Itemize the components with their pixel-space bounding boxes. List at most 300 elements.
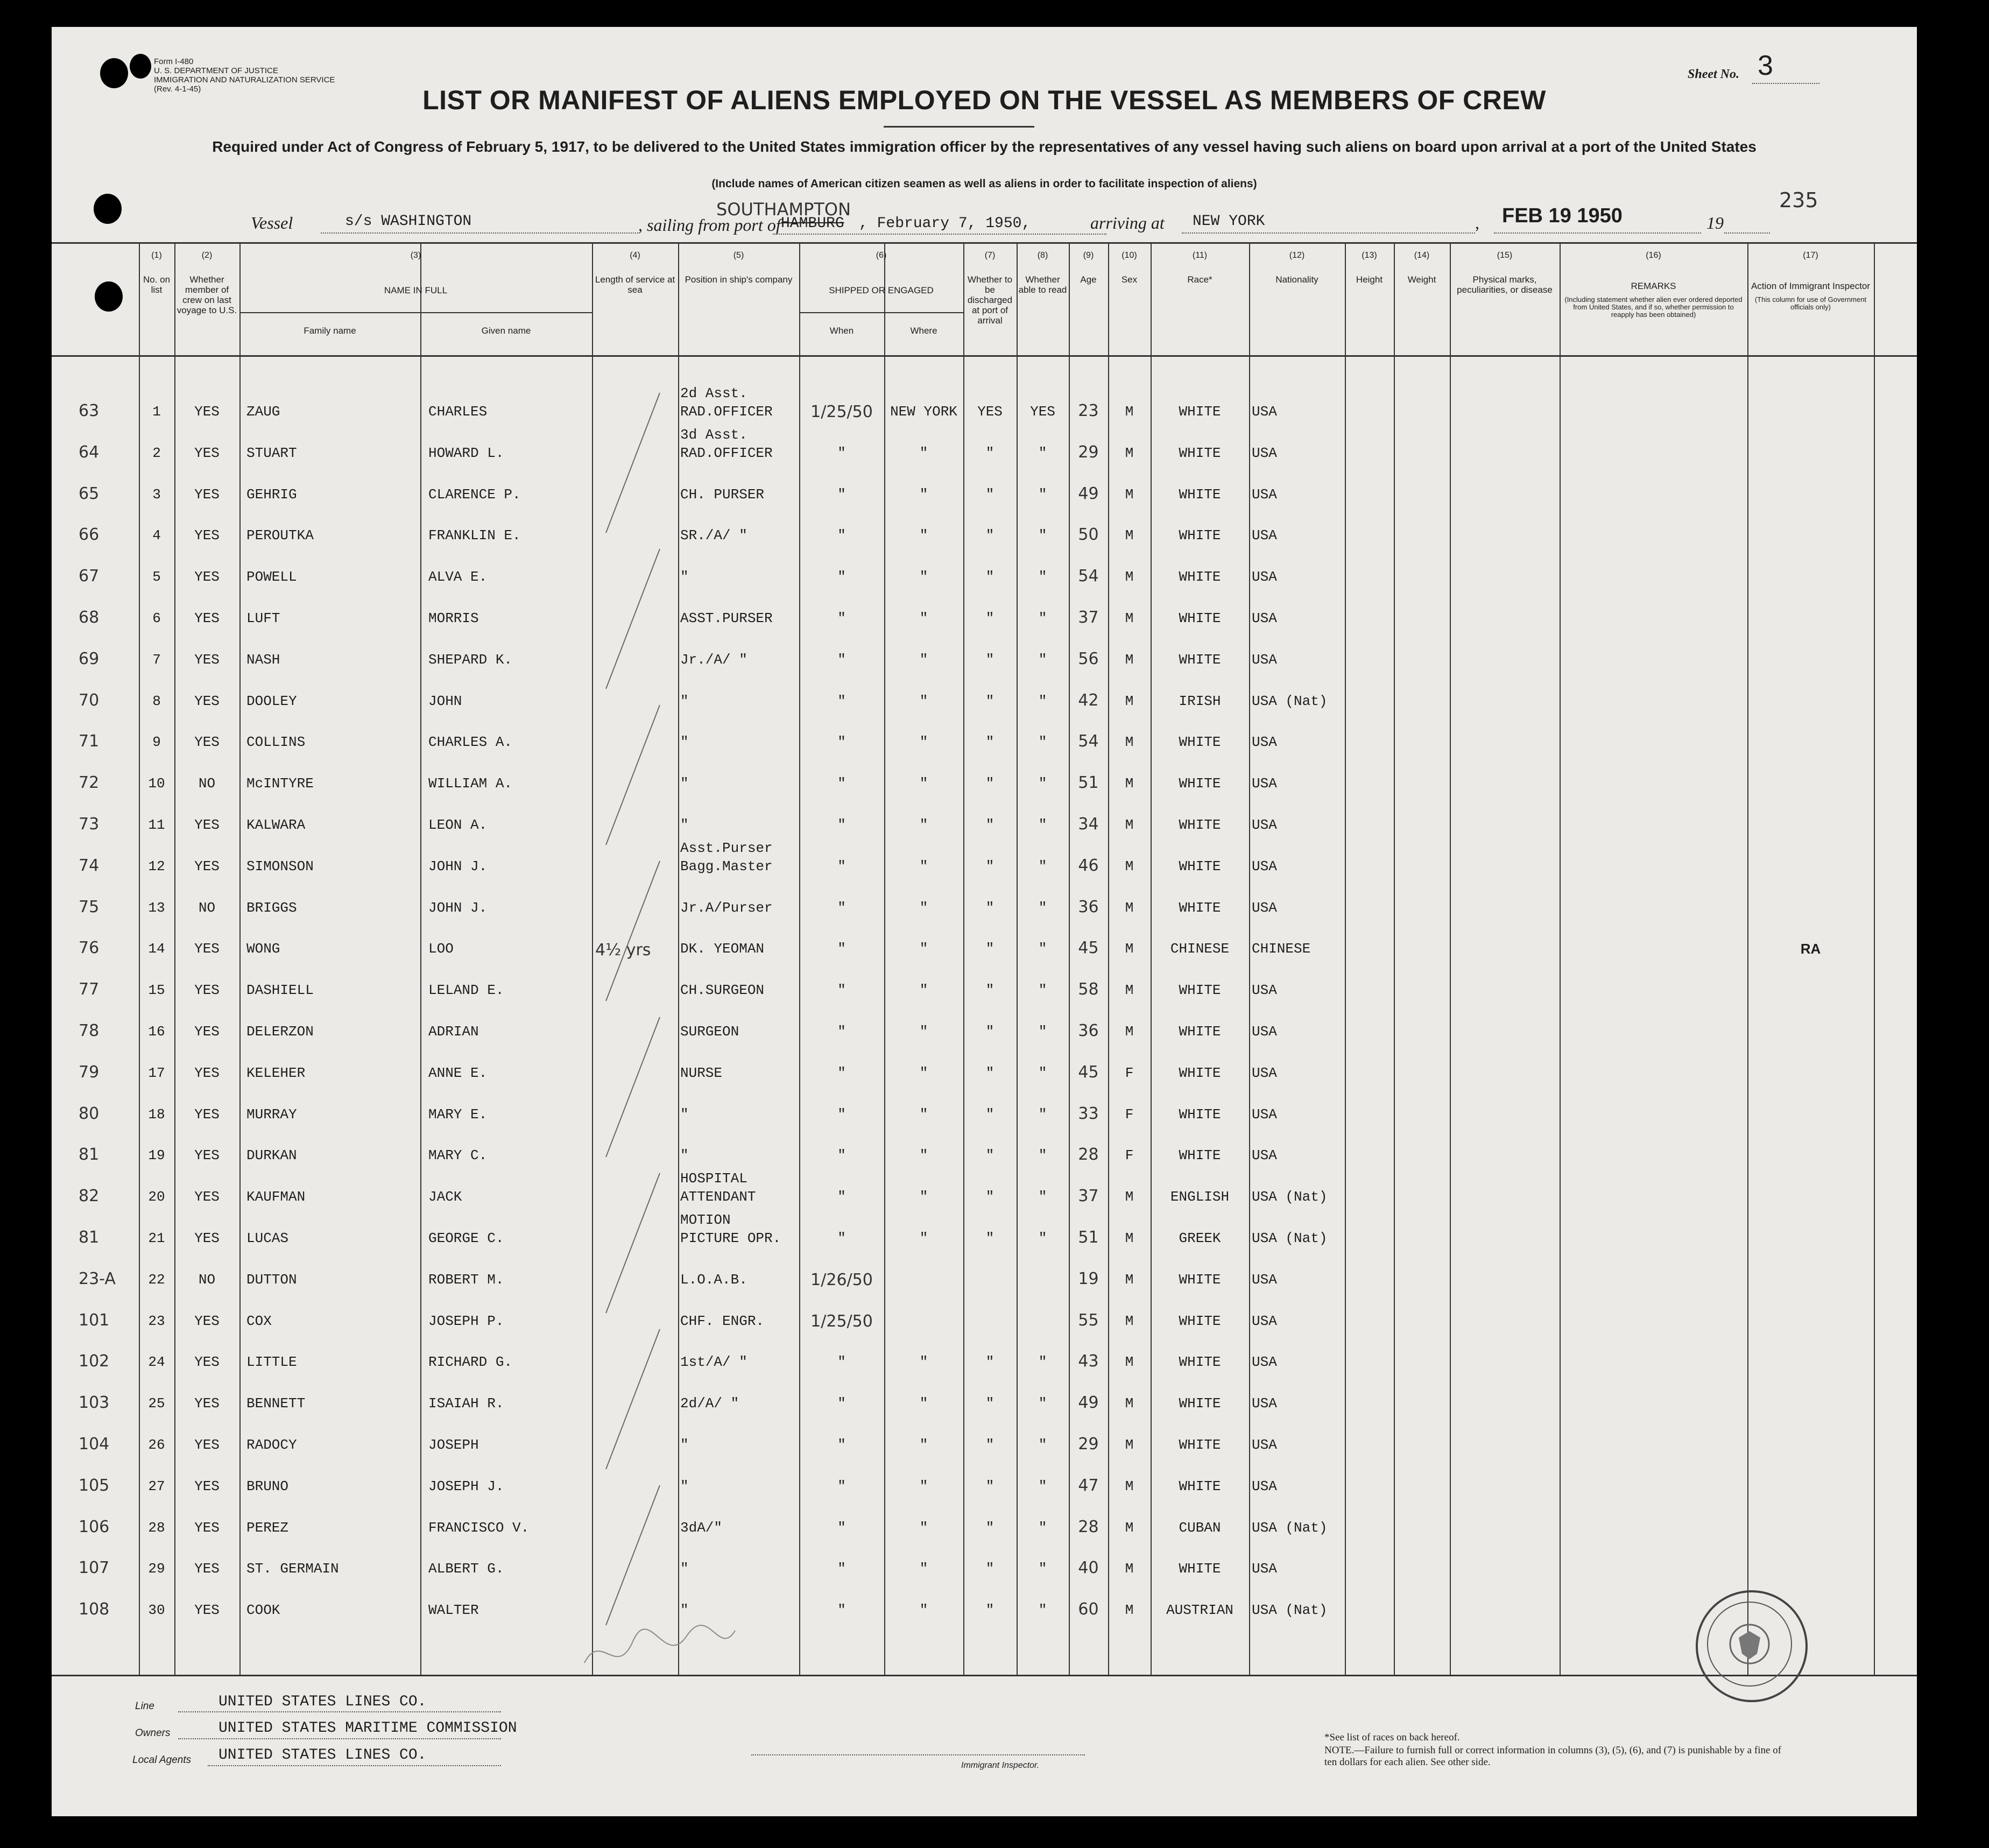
column-number: (5) xyxy=(733,251,744,260)
vessel-name: s/s WASHINGTON xyxy=(345,213,472,230)
line-number: 104 xyxy=(79,1435,110,1454)
given-name: LELAND E. xyxy=(428,982,504,999)
discharged-at-port: " xyxy=(985,1189,994,1205)
owners-value: UNITED STATES MARITIME COMMISSION xyxy=(218,1720,517,1737)
able-to-read: " xyxy=(1038,1437,1047,1453)
line-number: 79 xyxy=(79,1062,100,1082)
position: 3dA/" xyxy=(680,1519,723,1536)
arrival-date-stamp: FEB 19 1950 xyxy=(1502,204,1623,227)
race: WHITE xyxy=(1179,445,1221,461)
discharged-at-port: " xyxy=(985,899,994,916)
age: 58 xyxy=(1078,980,1099,999)
list-number: 26 xyxy=(148,1437,165,1453)
position: Jr./A/ " xyxy=(680,651,747,668)
able-to-read: " xyxy=(1038,1024,1047,1040)
family-name: ST. GERMAIN xyxy=(246,1561,339,1577)
age: 36 xyxy=(1078,897,1099,916)
shipped-where: " xyxy=(919,1602,928,1619)
shipped-where: " xyxy=(919,486,928,503)
able-to-read: " xyxy=(1038,1395,1047,1412)
race: GREEK xyxy=(1179,1230,1221,1246)
family-name: COOK xyxy=(246,1602,280,1619)
crew-last-voyage: YES xyxy=(194,651,220,668)
length-of-service: 4½ yrs xyxy=(595,941,651,960)
discharged-at-port: " xyxy=(985,1354,994,1371)
able-to-read: " xyxy=(1038,775,1047,792)
sex: M xyxy=(1125,941,1134,957)
vessel-label: Vessel xyxy=(251,213,293,232)
column-header: Whether to be discharged at port of arrival xyxy=(967,274,1013,326)
nationality: USA xyxy=(1252,817,1277,833)
age: 23 xyxy=(1078,401,1099,420)
crew-last-voyage: YES xyxy=(194,858,220,874)
sheet-label: Sheet No. xyxy=(1688,67,1739,81)
given-name: JOSEPH xyxy=(428,1437,479,1453)
given-name: RICHARD G. xyxy=(428,1354,513,1371)
position-line-2: Bagg.Master xyxy=(680,858,773,874)
column-number: (13) xyxy=(1362,251,1377,260)
age: 45 xyxy=(1078,939,1099,958)
age: 47 xyxy=(1078,1476,1099,1495)
punch-hole xyxy=(95,281,123,312)
family-name: MURRAY xyxy=(246,1106,297,1123)
given-name: HOWARD L. xyxy=(428,445,504,461)
crew-last-voyage: YES xyxy=(194,1313,220,1329)
owners-label: Owners xyxy=(135,1727,171,1739)
list-number: 4 xyxy=(152,527,161,544)
list-number: 10 xyxy=(148,775,165,792)
able-to-read: " xyxy=(1038,1519,1047,1536)
family-name: DELERZON xyxy=(246,1024,314,1040)
position: NURSE xyxy=(680,1064,723,1081)
race: WHITE xyxy=(1179,1271,1221,1288)
line-rule xyxy=(178,1711,501,1712)
given-name: JOSEPH J. xyxy=(428,1478,504,1494)
punch-hole xyxy=(100,58,128,88)
position-line-2: RAD.OFFICER xyxy=(680,404,773,420)
age: 19 xyxy=(1078,1269,1099,1288)
crew-last-voyage: NO xyxy=(198,775,216,792)
shipped-when: " xyxy=(837,527,846,544)
sex: F xyxy=(1125,1106,1134,1123)
able-to-read: " xyxy=(1038,1354,1047,1371)
column-subheader: Where xyxy=(910,326,937,336)
family-name: COX xyxy=(246,1313,272,1329)
shipped-where: " xyxy=(919,1437,928,1453)
race: ENGLISH xyxy=(1170,1189,1230,1205)
family-name: LITTLE xyxy=(246,1354,297,1371)
sex: M xyxy=(1125,610,1134,626)
family-name: DOOLEY xyxy=(246,693,297,709)
crew-last-voyage: YES xyxy=(194,1519,220,1536)
shipped-when: " xyxy=(837,1106,846,1123)
nationality: USA xyxy=(1252,1354,1277,1371)
shipped-when: 1/25/50 xyxy=(810,1311,873,1331)
family-name: RADOCY xyxy=(246,1437,297,1453)
family-name: McINTYRE xyxy=(246,775,314,792)
nationality: USA xyxy=(1252,569,1277,586)
family-name: NASH xyxy=(246,651,280,668)
shipped-where: " xyxy=(919,817,928,833)
nationality: USA xyxy=(1252,610,1277,626)
sex: M xyxy=(1125,486,1134,503)
race: WHITE xyxy=(1179,1064,1221,1081)
age: 34 xyxy=(1078,815,1099,834)
family-name: LUCAS xyxy=(246,1230,289,1246)
name-sub-rule xyxy=(239,312,592,313)
age: 29 xyxy=(1078,442,1099,462)
given-name: GEORGE C. xyxy=(428,1230,504,1246)
column-rule xyxy=(239,242,241,1676)
sex: M xyxy=(1125,1519,1134,1536)
given-name: WALTER xyxy=(428,1602,479,1619)
shipped-when: " xyxy=(837,445,846,461)
sex: M xyxy=(1125,1478,1134,1494)
shipped-when: " xyxy=(837,899,846,916)
sex: M xyxy=(1125,404,1134,420)
nationality: USA (Nat) xyxy=(1252,1230,1328,1246)
family-name: BENNETT xyxy=(246,1395,306,1412)
given-name: ROBERT M. xyxy=(428,1271,504,1288)
penalty-note: NOTE.—Failure to furnish full or correct information in columns (3), (5), (6), and (7) is punishable by a fine of ten dollars for each alien. See other side. xyxy=(1324,1745,1781,1768)
nationality: USA xyxy=(1252,1478,1277,1494)
given-name: MARY E. xyxy=(428,1106,488,1123)
age: 46 xyxy=(1078,856,1099,875)
list-number: 20 xyxy=(148,1189,165,1205)
list-number: 9 xyxy=(152,734,161,751)
shipped-where: " xyxy=(919,1561,928,1577)
able-to-read: " xyxy=(1038,486,1047,503)
shipped-where: " xyxy=(919,651,928,668)
sex: M xyxy=(1125,1313,1134,1329)
discharged-at-port: " xyxy=(985,1561,994,1577)
sex: F xyxy=(1125,1064,1134,1081)
port-struck: HAMBURG xyxy=(781,215,844,232)
sex: M xyxy=(1125,982,1134,999)
vessel-line xyxy=(321,232,638,234)
sex: M xyxy=(1125,734,1134,751)
handwritten-initials xyxy=(579,1620,740,1684)
column-rule xyxy=(1560,242,1561,1676)
position: 2d/A/ " xyxy=(680,1395,739,1412)
line-number: 77 xyxy=(79,980,100,999)
position: CH.SURGEON xyxy=(680,982,765,999)
line-number: 106 xyxy=(79,1517,110,1536)
able-to-read: " xyxy=(1038,1230,1047,1246)
line-value: UNITED STATES LINES CO. xyxy=(218,1694,427,1710)
given-name: JACK xyxy=(428,1189,462,1205)
line-number: 73 xyxy=(79,815,100,834)
agents-label: Local Agents xyxy=(132,1754,192,1766)
family-name: COLLINS xyxy=(246,734,306,751)
shipped-sub-rule xyxy=(799,312,963,313)
sex: M xyxy=(1125,651,1134,668)
column-rule xyxy=(592,242,593,1676)
shipped-when: " xyxy=(837,569,846,586)
sex: M xyxy=(1125,899,1134,916)
crew-last-voyage: YES xyxy=(194,527,220,544)
family-name: DURKAN xyxy=(246,1147,297,1164)
shipped-where: " xyxy=(919,1064,928,1081)
list-number: 25 xyxy=(148,1395,165,1412)
given-name: SHEPARD K. xyxy=(428,651,513,668)
able-to-read: " xyxy=(1038,817,1047,833)
position: CH. PURSER xyxy=(680,486,765,503)
race: WHITE xyxy=(1179,404,1221,420)
given-name: ISAIAH R. xyxy=(428,1395,504,1412)
discharged-at-port: " xyxy=(985,1437,994,1453)
age: 28 xyxy=(1078,1145,1099,1165)
subtitle-note: (Include names of American citizen seamen as well as aliens in order to facilitate inspection of aliens) xyxy=(711,178,1257,190)
position: " xyxy=(680,734,689,751)
age: 28 xyxy=(1078,1517,1099,1536)
family-name: PEROUTKA xyxy=(246,527,314,544)
discharged-at-port: " xyxy=(985,527,994,544)
column-rule xyxy=(1394,242,1395,1676)
race-note: *See list of races on back hereof. xyxy=(1324,1732,1460,1743)
race: WHITE xyxy=(1179,1147,1221,1164)
sex: M xyxy=(1125,1271,1134,1288)
family-name: GEHRIG xyxy=(246,486,297,503)
age: 37 xyxy=(1078,608,1099,627)
position: " xyxy=(680,1478,689,1494)
shipped-when: " xyxy=(837,1602,846,1619)
column-header: Height xyxy=(1356,274,1383,285)
given-name: MARY C. xyxy=(428,1147,488,1164)
shipped-where: " xyxy=(919,1189,928,1205)
discharged-at-port: YES xyxy=(977,404,1003,420)
able-to-read: " xyxy=(1038,734,1047,751)
discharged-at-port: " xyxy=(985,1230,994,1246)
nationality: USA (Nat) xyxy=(1252,1519,1328,1536)
nationality: USA (Nat) xyxy=(1252,1602,1328,1619)
line-number: 69 xyxy=(79,649,100,668)
crew-last-voyage: YES xyxy=(194,1561,220,1577)
column-number: (7) xyxy=(984,251,996,260)
sex: M xyxy=(1125,1024,1134,1040)
list-number: 8 xyxy=(152,693,161,709)
age: 55 xyxy=(1078,1310,1099,1330)
agents-rule xyxy=(208,1765,501,1766)
nationality: USA xyxy=(1252,1064,1277,1081)
age: 45 xyxy=(1078,1062,1099,1082)
line-number: 65 xyxy=(79,484,100,503)
nationality: USA xyxy=(1252,1561,1277,1577)
position: " xyxy=(680,817,689,833)
list-number: 17 xyxy=(148,1064,165,1081)
list-number: 23 xyxy=(148,1313,165,1329)
sex: M xyxy=(1125,445,1134,461)
line-number: 105 xyxy=(79,1476,110,1495)
discharged-at-port: " xyxy=(985,445,994,461)
position: " xyxy=(680,1602,689,1619)
able-to-read: " xyxy=(1038,1106,1047,1123)
age: 54 xyxy=(1078,567,1099,586)
shipped-where: " xyxy=(919,1024,928,1040)
nationality: USA xyxy=(1252,1437,1277,1453)
crew-last-voyage: YES xyxy=(194,817,220,833)
list-number: 7 xyxy=(152,651,161,668)
nationality: USA xyxy=(1252,527,1277,544)
discharged-at-port: " xyxy=(985,1478,994,1494)
year-line xyxy=(1724,232,1770,234)
column-header: Action of Immigrant Inspector xyxy=(1751,281,1871,291)
column-header: NAME IN FULL xyxy=(384,285,448,295)
crew-last-voyage: NO xyxy=(198,1271,216,1288)
shipped-where: " xyxy=(919,982,928,999)
given-name: ADRIAN xyxy=(428,1024,479,1040)
line-number: 72 xyxy=(79,773,100,793)
sex: M xyxy=(1125,1189,1134,1205)
race: CUBAN xyxy=(1179,1519,1221,1536)
shipped-where: " xyxy=(919,1106,928,1123)
discharged-at-port: " xyxy=(985,734,994,751)
shipped-when: " xyxy=(837,775,846,792)
sex: M xyxy=(1125,1395,1134,1412)
family-name: BRUNO xyxy=(246,1478,289,1494)
sex: M xyxy=(1125,1602,1134,1619)
line-number: 71 xyxy=(79,732,100,751)
crew-last-voyage: YES xyxy=(194,734,220,751)
able-to-read: " xyxy=(1038,941,1047,957)
sex: M xyxy=(1125,693,1134,709)
crew-last-voyage: YES xyxy=(194,1064,220,1081)
shipped-when: " xyxy=(837,1478,846,1494)
family-name: ZAUG xyxy=(246,404,280,420)
shipped-when: " xyxy=(837,1024,846,1040)
able-to-read: " xyxy=(1038,1189,1047,1205)
crew-last-voyage: YES xyxy=(194,1230,220,1246)
race: CHINESE xyxy=(1170,941,1230,957)
shipped-when: 1/26/50 xyxy=(810,1270,873,1289)
column-header: Age xyxy=(1080,274,1097,285)
shipped-where: " xyxy=(919,899,928,916)
column-number: (12) xyxy=(1289,251,1305,260)
nationality: USA xyxy=(1252,858,1277,874)
given-name: FRANKLIN E. xyxy=(428,527,521,544)
column-subheader: Given name xyxy=(481,326,531,336)
list-number: 3 xyxy=(152,486,161,503)
page-number: 235 xyxy=(1779,188,1818,212)
list-number: 5 xyxy=(152,569,161,586)
position: CHF. ENGR. xyxy=(680,1313,765,1329)
shipped-where: " xyxy=(919,775,928,792)
age: 56 xyxy=(1078,649,1099,668)
race: WHITE xyxy=(1179,1313,1221,1329)
nationality: USA xyxy=(1252,445,1277,461)
column-header-note: (Including statement whether alien ever ordered deported from United States, and if so, whether permission to reapply has been obtained) xyxy=(1564,295,1743,319)
sex: M xyxy=(1125,775,1134,792)
position-line-1: Asst.Purser xyxy=(680,840,773,856)
race: WHITE xyxy=(1179,486,1221,503)
inspector-rule xyxy=(751,1754,1085,1755)
race: IRISH xyxy=(1179,693,1221,709)
position-line-1: 2d Asst. xyxy=(680,385,747,401)
position: DK. YEOMAN xyxy=(680,941,765,957)
crew-last-voyage: YES xyxy=(194,1147,220,1164)
race: WHITE xyxy=(1179,527,1221,544)
comma: , xyxy=(1475,213,1479,232)
column-rule xyxy=(1345,242,1346,1676)
position: Jr.A/Purser xyxy=(680,899,773,916)
race: WHITE xyxy=(1179,734,1221,751)
shipped-when: " xyxy=(837,1395,846,1412)
line-number: 80 xyxy=(79,1104,100,1123)
shipped-where: " xyxy=(919,445,928,461)
line-label: Line xyxy=(135,1701,154,1712)
column-header: Length of service at sea xyxy=(595,274,675,295)
crew-last-voyage: YES xyxy=(194,1602,220,1619)
family-name: KALWARA xyxy=(246,817,306,833)
line-number: 23-A xyxy=(79,1269,116,1288)
nationality: CHINESE xyxy=(1252,941,1311,957)
family-name: KAUFMAN xyxy=(246,1189,306,1205)
able-to-read: " xyxy=(1038,569,1047,586)
discharged-at-port: " xyxy=(985,982,994,999)
list-number: 19 xyxy=(148,1147,165,1164)
revision: (Rev. 4-1-45) xyxy=(154,84,201,94)
line-number: 76 xyxy=(79,939,100,958)
given-name: MORRIS xyxy=(428,610,479,626)
position-line-2: PICTURE OPR. xyxy=(680,1230,781,1246)
discharged-at-port: " xyxy=(985,1147,994,1164)
able-to-read: " xyxy=(1038,527,1047,544)
age: 37 xyxy=(1078,1187,1099,1206)
race: WHITE xyxy=(1179,817,1221,833)
list-number: 28 xyxy=(148,1519,165,1536)
discharged-at-port: " xyxy=(985,1602,994,1619)
age: 49 xyxy=(1078,1393,1099,1413)
race: WHITE xyxy=(1179,1354,1221,1371)
line-number: 108 xyxy=(79,1600,110,1619)
column-number: (17) xyxy=(1803,251,1818,260)
given-name: LOO xyxy=(428,941,454,957)
nationality: USA xyxy=(1252,982,1277,999)
sex: M xyxy=(1125,1354,1134,1371)
race: WHITE xyxy=(1179,899,1221,916)
date-line xyxy=(1494,232,1701,234)
position: L.O.A.B. xyxy=(680,1271,747,1288)
shipped-where: " xyxy=(919,734,928,751)
list-number: 6 xyxy=(152,610,161,626)
manifest-sheet xyxy=(52,27,1917,1816)
list-number: 29 xyxy=(148,1561,165,1577)
line-number: 81 xyxy=(79,1145,100,1165)
column-number: (14) xyxy=(1414,251,1430,260)
title-rule xyxy=(884,126,1034,128)
sex: M xyxy=(1125,1437,1134,1453)
column-number: (3) xyxy=(410,251,421,260)
column-number: (4) xyxy=(630,251,640,260)
inspector-action: RA xyxy=(1800,941,1821,957)
column-header: Whether able to read xyxy=(1018,274,1067,295)
able-to-read: " xyxy=(1038,1602,1047,1619)
sailing-label: , sailing from port of xyxy=(638,215,781,235)
nationality: USA (Nat) xyxy=(1252,1189,1328,1205)
shipped-when: " xyxy=(837,610,846,626)
position: " xyxy=(680,775,689,792)
line-number: 64 xyxy=(79,442,100,462)
age: 43 xyxy=(1078,1352,1099,1371)
crew-last-voyage: NO xyxy=(198,899,216,916)
list-number: 24 xyxy=(148,1354,165,1371)
given-name: CHARLES A. xyxy=(428,734,513,751)
column-number: (9) xyxy=(1083,251,1094,260)
discharged-at-port: " xyxy=(985,817,994,833)
form-number: Form I-480 xyxy=(154,57,194,66)
column-number: (11) xyxy=(1192,251,1208,260)
column-header: SHIPPED OR ENGAGED xyxy=(829,285,934,295)
